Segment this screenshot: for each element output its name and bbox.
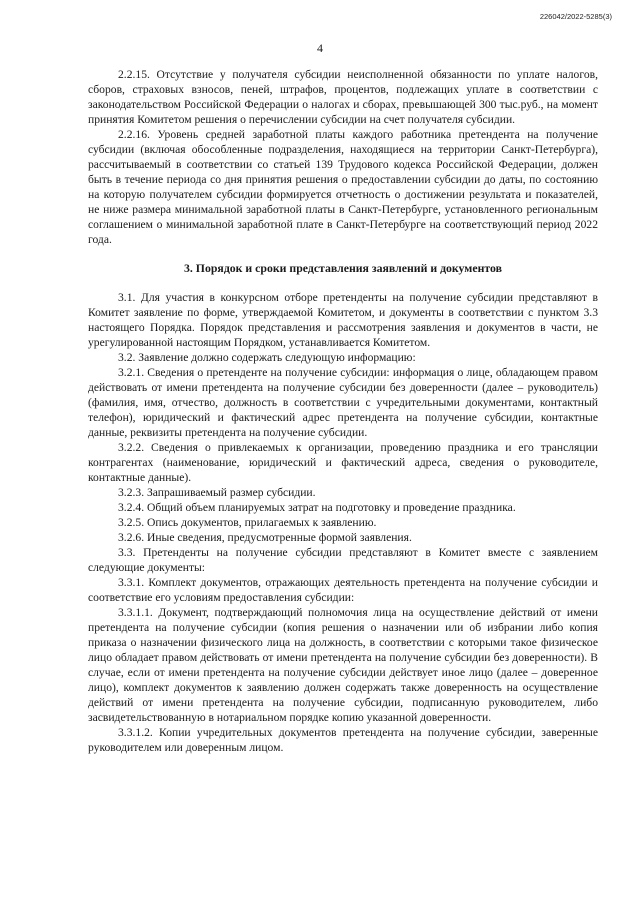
paragraph-3-2-5: 3.2.5. Опись документов, прилагаемых к заявлению. xyxy=(118,516,377,529)
paragraph-3-2: 3.2. Заявление должно содержать следующую информацию: xyxy=(118,351,416,364)
paragraph-2-2-16: 2.2.16. Уровень средней заработной платы каждого работника претендента на получение субсидии (включая обособленные подразделения, находящиеся на территории Санкт-Петербурга), рассчитываемый в соответствии со статьей 139 Трудового кодекса Российской Федерации, должен быть в течение периода со дня принятия решения о предоставлении субсидии до даты, по состоянию на которую получателем субсидии формируется отчетность о достижении результата и показателей, не ниже размера минимальной заработной платы в Санкт-Петербурге, установленного региональным соглашением о минимальной заработной плате в Санкт-Петербурге на соответствующий период 2022 года. xyxy=(88,128,598,246)
paragraph-3-2-6: 3.2.6. Иные сведения, предусмотренные формой заявления. xyxy=(118,531,412,544)
paragraph-3-2-1: 3.2.1. Сведения о претенденте на получение субсидии: информация о лице, обладающем правом действовать от имени претендента на получение субсидии без доверенности (далее – руководитель) (фамилия, имя, отчество, должность в соответствии с учредительными документами, контактный телефон), юридический и фактический адрес претендента на получение субсидии, контактные данные, реквизиты претендента на получение субсидии. xyxy=(88,366,598,439)
document-number: 226042/2022-5285(3) xyxy=(539,12,612,21)
paragraph-3-3-1-1: 3.3.1.1. Документ, подтверждающий полномочия лица на осуществление действий от имени претендента на получение субсидии (копия решения о назначении или об избрании либо копия приказа о назначении физического лица на должность, в соответствии с которыми такое физическое лицо обладает правом действовать от имени претендента на получение субсидии без доверенности). В случае, если от имени претендента на получение субсидии действует иное лицо (далее – доверенное лицо), комплект документов к заявлению должен содержать также доверенность на осуществление действий от имени претендента на получение субсидии, подписанную руководителем, либо засвидетельствованную в нотариальном порядке копию указанной доверенности. xyxy=(88,606,598,724)
paragraph-2-2-15: 2.2.15. Отсутствие у получателя субсидии неисполненной обязанности по уплате налогов, сборов, страховых взносов, пеней, штрафов, процентов, подлежащих уплате в соответствии с законодательством Российской Федерации о налогах и сборах, превышающей 300 тыс.руб., на момент принятия Комитетом решения о перечислении субсидии на счет получателя субсидии. xyxy=(88,68,598,126)
document-body xyxy=(88,67,598,755)
paragraph-3-1: 3.1. Для участия в конкурсном отборе претенденты на получение субсидии представляют в Комитет заявление по форме, утверждаемой Комитетом, и документы в соответствии с пунктом 3.3 настоящего Порядка. Порядок представления и рассмотрения заявления и документов в части, не урегулированной настоящим Порядком, устанавливается Комитетом. xyxy=(88,291,598,349)
paragraph-3-2-2: 3.2.2. Сведения о привлекаемых к организации, проведению праздника и его трансляции контрагентах (наименование, юридический и фактический адреса, сведения о руководителе, контактные данные). xyxy=(88,441,598,484)
paragraph-3-3-1-2: 3.3.1.2. Копии учредительных документов претендента на получение субсидии, заверенные руководителем или доверенным лицом. xyxy=(88,726,598,754)
section-3-heading: 3. Порядок и сроки представления заявлений и документов xyxy=(184,261,502,275)
paragraph-3-3: 3.3. Претенденты на получение субсидии представляют в Комитет вместе с заявлением следующие документы: xyxy=(88,546,598,574)
paragraph-3-2-3: 3.2.3. Запрашиваемый размер субсидии. xyxy=(118,486,316,499)
paragraph-3-3-1: 3.3.1. Комплект документов, отражающих деятельность претендента на получение субсидии и соответствие его условиям предоставления субсидии: xyxy=(88,576,598,604)
paragraph-3-2-4: 3.2.4. Общий объем планируемых затрат на подготовку и проведение праздника. xyxy=(118,501,516,514)
page-number: 4 xyxy=(317,41,323,55)
